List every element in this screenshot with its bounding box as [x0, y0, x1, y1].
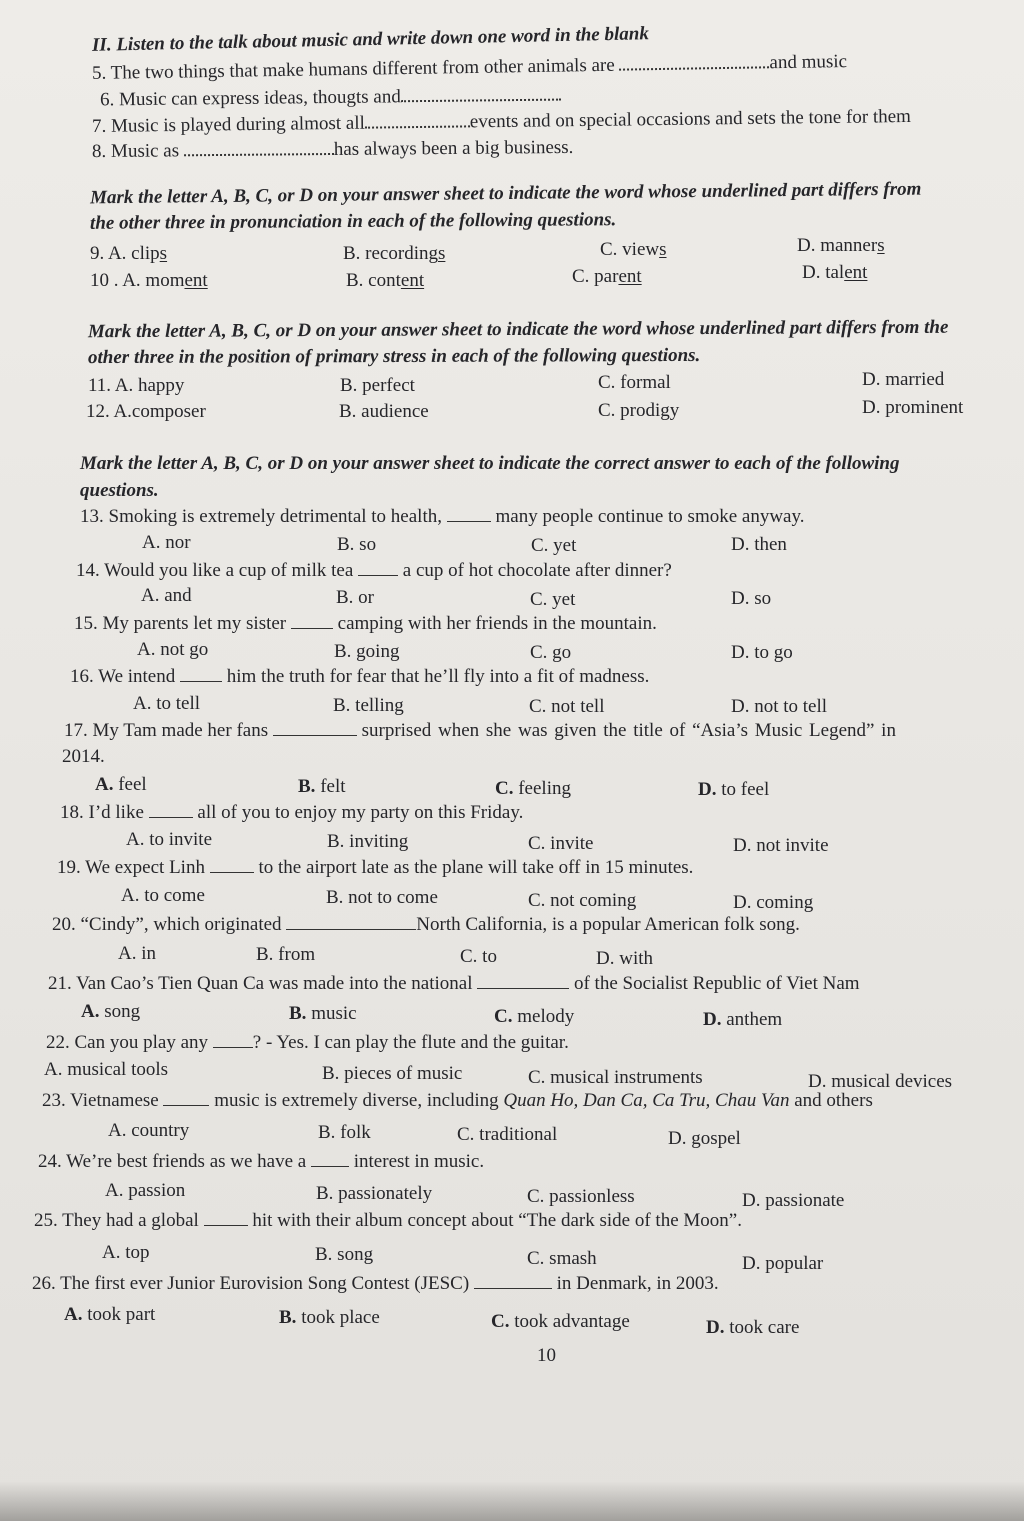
- q16-option-d[interactable]: D. not to tell: [731, 696, 828, 717]
- q9-option-b[interactable]: [343, 242, 445, 266]
- q13-stem: 13. Smoking is extremely detrimental to health,: [80, 506, 442, 527]
- q20-option-d[interactable]: D. with: [596, 948, 653, 969]
- q16-blank[interactable]: [180, 665, 222, 682]
- q12-option-b[interactable]: B. audience: [339, 401, 429, 422]
- q12-option-d[interactable]: D. prominent: [862, 397, 964, 418]
- q14-option-b[interactable]: B. or: [336, 587, 374, 608]
- q25-option-b[interactable]: B. song: [315, 1244, 374, 1265]
- q25-option-d[interactable]: D. popular: [742, 1253, 824, 1274]
- q21-b-text: music: [311, 1003, 357, 1024]
- section-heading-pronunciation-2: the other three in pronunciation in each of the following questions.: [89, 209, 617, 234]
- q14-option-c[interactable]: C. yet: [530, 589, 576, 610]
- q22-option-b[interactable]: B. pieces of music: [322, 1063, 463, 1084]
- question-15: [74, 612, 657, 636]
- q9-d-underlined: s: [877, 235, 885, 256]
- q24-option-a[interactable]: A. passion: [105, 1180, 186, 1201]
- q26-option-d[interactable]: [706, 1316, 799, 1340]
- question-17: [64, 719, 896, 743]
- q15-option-a[interactable]: A. not go: [137, 639, 209, 660]
- q9-c-underlined: s: [659, 239, 667, 260]
- q9-a-underlined: s: [159, 243, 168, 264]
- q10-option-c[interactable]: [572, 265, 642, 289]
- q26-c-letter: C.: [491, 1311, 510, 1332]
- q20-stem-after: North California, is a popular American folk song.: [416, 914, 800, 935]
- q21-option-c[interactable]: [494, 1005, 574, 1029]
- question-19: [57, 856, 693, 880]
- q9-c-text: C. view: [600, 239, 660, 260]
- q18-stem: 18. I’d like: [60, 802, 144, 823]
- q10-option-a[interactable]: [90, 269, 208, 293]
- q21-option-a[interactable]: [81, 1000, 140, 1024]
- q23-option-d[interactable]: D. gospel: [668, 1128, 741, 1149]
- q20-blank[interactable]: [286, 913, 416, 930]
- q22-option-c[interactable]: C. musical instruments: [528, 1067, 703, 1088]
- q13-option-d[interactable]: D. then: [731, 534, 787, 555]
- q17-a-letter: A.: [95, 774, 114, 795]
- q13-option-a[interactable]: A. nor: [142, 532, 191, 553]
- q11-option-c[interactable]: C. formal: [598, 372, 671, 393]
- q9-d-text: D. manner: [797, 235, 878, 256]
- q14-option-a[interactable]: A. and: [141, 585, 192, 606]
- q17-c-text: feeling: [518, 778, 571, 799]
- q17-option-a[interactable]: [95, 773, 147, 797]
- q13-option-c[interactable]: C. yet: [531, 535, 577, 556]
- q21-a-letter: A.: [81, 1001, 100, 1022]
- q10-d-underlined: ent: [844, 262, 868, 283]
- q19-stem-after: to the airport late as the plane will take off in 15 minutes.: [258, 857, 694, 878]
- q24-stem-after: interest in music.: [353, 1151, 485, 1172]
- q24-option-d[interactable]: D. passionate: [742, 1190, 845, 1211]
- q26-option-c[interactable]: [491, 1310, 630, 1334]
- q15-option-c[interactable]: C. go: [530, 642, 572, 663]
- q26-option-a[interactable]: [64, 1303, 155, 1327]
- q20-option-c[interactable]: C. to: [460, 946, 497, 967]
- q10-b-text: B. cont: [346, 270, 401, 291]
- q17-d-text: to feel: [721, 779, 770, 800]
- q18-option-a[interactable]: A. to invite: [126, 829, 213, 850]
- q17-d-letter: D.: [698, 779, 717, 800]
- q7-blank[interactable]: [365, 111, 470, 128]
- q14-stem-after: a cup of hot chocolate after dinner?: [402, 560, 672, 581]
- section-heading-listen: II. Listen to the talk about music and write down one word in the blank: [91, 23, 650, 56]
- q26-d-letter: D.: [706, 1317, 725, 1338]
- q17-stem: 17. My Tam made her fans: [64, 720, 269, 741]
- q17-b-letter: B.: [298, 776, 316, 797]
- q24-blank[interactable]: [311, 1150, 349, 1167]
- q23-blank[interactable]: [163, 1089, 209, 1106]
- question-21: [48, 972, 860, 996]
- q16-stem-after: him the truth for fear that he’ll fly into a fit of madness.: [226, 666, 650, 687]
- section-heading-mc-1: Mark the letter A, B, C, or D on your answer sheet to indicate the correct answer to each of the following: [80, 453, 900, 474]
- section-heading-stress-1: Mark the letter A, B, C, or D on your answer sheet to indicate the word whose underlined part differs from the: [87, 316, 949, 343]
- q24-stem: 24. We’re best friends as we have a: [38, 1151, 307, 1172]
- q9-option-d[interactable]: [797, 234, 885, 258]
- q23-stem: 23. Vietnamese: [42, 1090, 159, 1111]
- q16-option-c[interactable]: C. not tell: [529, 696, 605, 717]
- q21-c-text: melody: [517, 1006, 575, 1027]
- section-heading-mc-2: questions.: [80, 480, 159, 501]
- q24-option-b[interactable]: B. passionately: [316, 1183, 433, 1204]
- q9-option-a[interactable]: [90, 242, 167, 266]
- q8-text-after: has always been a big business.: [333, 136, 574, 160]
- q12-option-c[interactable]: C. prodigy: [598, 400, 680, 421]
- q18-option-d[interactable]: D. not invite: [733, 835, 829, 856]
- q7-text-after: events and on special occasions and sets the tone for them: [469, 105, 912, 133]
- q21-a-text: song: [104, 1001, 141, 1022]
- question-14: [76, 559, 672, 583]
- q23-stem-italic: Quan Ho, Dan Ca, Ca Tru, Chau Van: [503, 1090, 790, 1111]
- question-13: [80, 505, 805, 529]
- q19-blank[interactable]: [210, 856, 254, 873]
- q12-option-a[interactable]: 12. A.composer: [86, 401, 206, 422]
- q23-stem-after: music is extremely diverse, including: [214, 1090, 499, 1111]
- q15-stem-after: camping with her friends in the mountain.: [337, 613, 657, 634]
- q15-stem: 15. My parents let my sister: [74, 613, 287, 634]
- q15-option-d[interactable]: D. to go: [731, 642, 793, 663]
- q20-stem: 20. “Cindy”, which originated: [52, 914, 282, 935]
- q26-option-b[interactable]: [279, 1306, 380, 1330]
- page-number: 10: [537, 1345, 556, 1366]
- q26-a-letter: A.: [64, 1304, 83, 1325]
- q26-stem-after: in Denmark, in 2003.: [556, 1273, 719, 1294]
- q9-b-underlined: s: [437, 243, 446, 264]
- question-16: [70, 665, 649, 689]
- q21-option-d[interactable]: [703, 1008, 782, 1032]
- q16-option-b[interactable]: B. telling: [333, 695, 404, 716]
- q10-option-d[interactable]: [802, 261, 867, 285]
- q14-blank[interactable]: [358, 559, 398, 576]
- q16-stem: 16. We intend: [70, 666, 176, 687]
- q25-blank[interactable]: [204, 1209, 248, 1226]
- q26-stem: 26. The first ever Junior Eurovision Song Contest (JESC): [32, 1273, 470, 1294]
- section-heading-stress-2: other three in the position of primary stress in each of the following questions.: [87, 344, 701, 369]
- q21-blank[interactable]: [477, 972, 569, 989]
- q17-c-letter: C.: [495, 778, 514, 799]
- q15-option-b[interactable]: B. going: [334, 641, 400, 662]
- q8-text: 8. Music as: [91, 140, 180, 163]
- q10-b-underlined: ent: [400, 270, 425, 291]
- q9-b-text: B. recording: [343, 243, 438, 264]
- q23-stem-tail: and others: [794, 1090, 873, 1111]
- q19-option-d[interactable]: D. coming: [733, 892, 814, 913]
- q7-text: 7. Music is played during almost all: [91, 112, 365, 138]
- page-shadow: [0, 1481, 1024, 1521]
- q5-text: 5. The two things that make humans different from other animals are: [91, 54, 615, 84]
- q10-c-text: C. par: [572, 266, 619, 287]
- q18-option-b[interactable]: B. inviting: [327, 831, 409, 852]
- q17-option-d[interactable]: [698, 778, 769, 802]
- question-20: [52, 913, 800, 937]
- q19-option-a[interactable]: A. to come: [121, 885, 205, 906]
- q17-stem-after: surprised when she was given the title of “Asia’s Music Legend” in: [361, 720, 896, 741]
- q26-blank[interactable]: [474, 1272, 552, 1289]
- q17-option-b[interactable]: [298, 775, 346, 799]
- q13-stem-after: many people continue to smoke anyway.: [495, 506, 805, 527]
- q11-option-d[interactable]: D. married: [862, 369, 945, 390]
- q19-stem: 19. We expect Linh: [57, 857, 205, 878]
- q26-b-text: took place: [301, 1307, 380, 1328]
- q18-option-c[interactable]: C. invite: [528, 833, 594, 854]
- question-18: [60, 801, 523, 825]
- q21-b-letter: B.: [289, 1003, 307, 1024]
- q26-d-text: took care: [729, 1317, 800, 1338]
- q19-option-c[interactable]: C. not coming: [528, 890, 637, 911]
- q16-option-a[interactable]: A. to tell: [133, 693, 201, 714]
- q10-a-text: 10 . A. mom: [90, 270, 185, 291]
- q23-option-c[interactable]: C. traditional: [457, 1124, 558, 1145]
- q17-b-text: felt: [320, 776, 346, 797]
- q21-d-text: anthem: [726, 1009, 783, 1030]
- q19-option-b[interactable]: B. not to come: [326, 887, 438, 908]
- question-23: [42, 1089, 873, 1113]
- q18-stem-after: all of you to enjoy my party on this Friday.: [197, 802, 524, 823]
- q17-a-text: feel: [118, 774, 147, 795]
- q18-blank[interactable]: [149, 801, 193, 818]
- q26-c-text: took advantage: [514, 1311, 630, 1332]
- q22-stem: 22. Can you play any: [46, 1032, 209, 1053]
- q11-option-b[interactable]: B. perfect: [340, 375, 415, 396]
- q23-option-b[interactable]: B. folk: [318, 1122, 371, 1143]
- q10-a-underlined: ent: [184, 270, 208, 291]
- q21-option-b[interactable]: [289, 1002, 357, 1026]
- q26-b-letter: B.: [279, 1307, 297, 1328]
- section-heading-pronunciation-1: Mark the letter A, B, C, or D on your answer sheet to indicate the word whose underlined part differs from: [89, 178, 922, 209]
- question-26: [32, 1272, 719, 1296]
- question-25: [34, 1209, 742, 1233]
- q6-blank[interactable]: [401, 85, 561, 103]
- q23-option-a[interactable]: A. country: [108, 1120, 190, 1141]
- q21-d-letter: D.: [703, 1009, 722, 1030]
- q14-option-d[interactable]: D. so: [731, 588, 772, 609]
- q22-option-d[interactable]: D. musical devices: [808, 1071, 953, 1092]
- q26-a-text: took part: [87, 1304, 156, 1325]
- q17-stem-cont: 2014.: [62, 746, 105, 767]
- q25-option-c[interactable]: C. smash: [527, 1248, 597, 1269]
- q10-c-underlined: ent: [618, 266, 642, 287]
- q25-stem-after: hit with their album concept about “The dark side of the Moon”.: [252, 1210, 742, 1231]
- q10-d-text: D. tal: [802, 262, 845, 283]
- q6-text: 6. Music can express ideas, thougts and: [99, 86, 401, 111]
- q9-option-c[interactable]: [600, 238, 667, 262]
- q25-stem: 25. They had a global: [34, 1210, 199, 1231]
- q10-option-b[interactable]: [346, 269, 424, 293]
- q17-option-c[interactable]: [495, 777, 571, 801]
- q17-blank[interactable]: [273, 719, 357, 736]
- q9-a-text: 9. A. clip: [90, 243, 160, 264]
- q11-option-a[interactable]: 11. A. happy: [88, 375, 185, 396]
- question-24: [38, 1150, 484, 1174]
- q13-option-b[interactable]: B. so: [337, 534, 377, 555]
- q13-blank[interactable]: [447, 505, 491, 522]
- q25-option-a[interactable]: A. top: [102, 1242, 150, 1263]
- question-8: [92, 136, 574, 164]
- q22-blank[interactable]: [213, 1031, 253, 1048]
- q22-stem-after: ? - Yes. I can play the flute and the guitar.: [252, 1032, 569, 1053]
- q24-option-c[interactable]: C. passionless: [527, 1186, 635, 1207]
- q21-stem-after: of the Socialist Republic of Viet Nam: [573, 973, 860, 994]
- q20-option-a[interactable]: A. in: [118, 943, 156, 964]
- question-22: [46, 1031, 569, 1055]
- q22-option-a[interactable]: A. musical tools: [44, 1059, 169, 1080]
- q8-blank[interactable]: [184, 139, 334, 156]
- q21-stem: 21. Van Cao’s Tien Quan Ca was made into the national: [48, 973, 473, 994]
- q20-option-b[interactable]: B. from: [256, 944, 316, 965]
- q5-text-after: and music: [769, 51, 848, 74]
- q5-blank[interactable]: [619, 52, 769, 70]
- q21-c-letter: C.: [494, 1006, 513, 1027]
- question-6: [100, 84, 561, 113]
- q15-blank[interactable]: [291, 612, 333, 629]
- q14-stem: 14. Would you like a cup of milk tea: [76, 560, 354, 581]
